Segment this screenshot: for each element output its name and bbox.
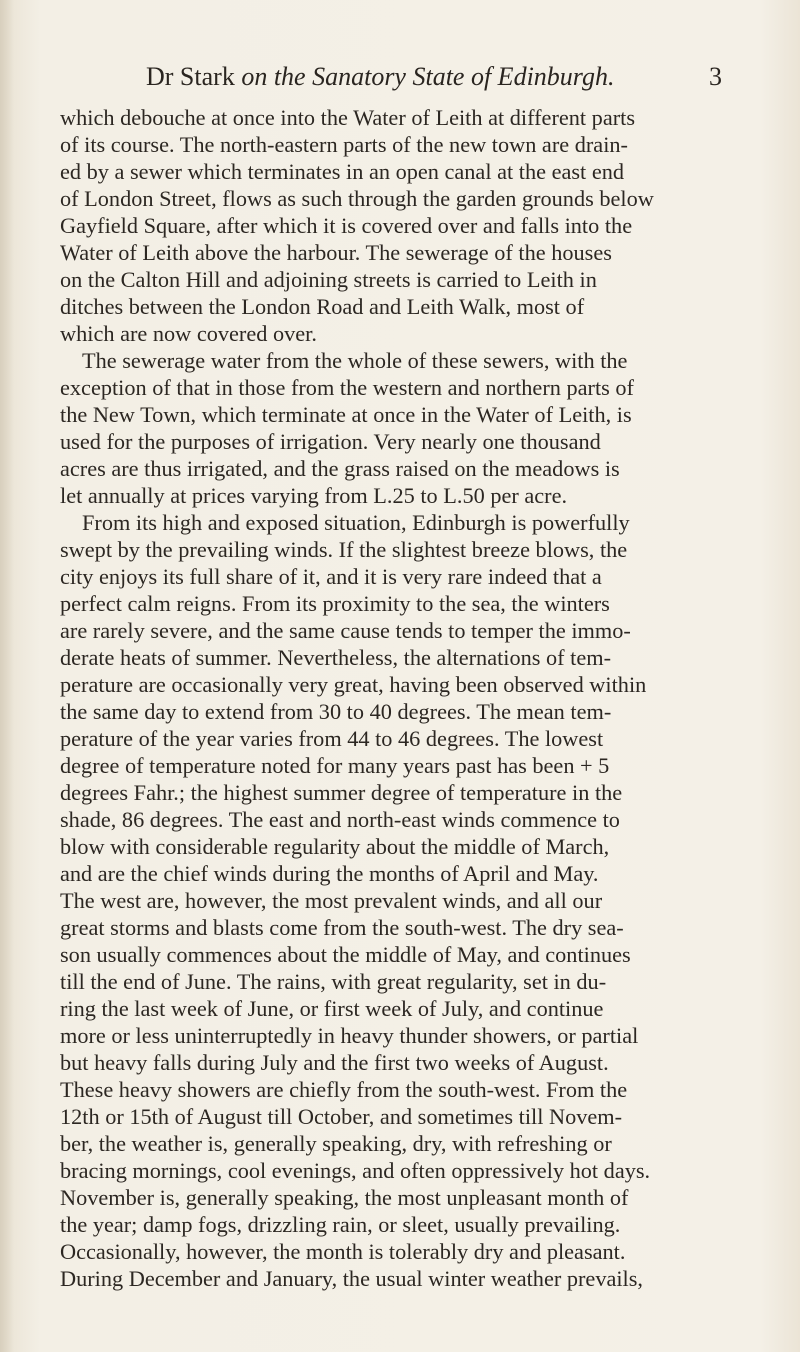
page-edge-shadow xyxy=(0,0,14,1352)
text-line: exception of that in those from the western and northern parts of xyxy=(60,375,634,400)
text-line: acres are thus irrigated, and the grass raised on the meadows is xyxy=(60,456,620,481)
text-line: of its course. The north-eastern parts of the new town are drain- xyxy=(60,132,628,157)
text-line: bracing mornings, cool evenings, and often oppressively hot days. xyxy=(60,1158,651,1183)
text-line: but heavy falls during July and the first two weeks of August. xyxy=(60,1050,609,1075)
text-line: blow with considerable regularity about the middle of March, xyxy=(60,834,610,859)
page-header xyxy=(82,60,722,100)
text-line: the same day to extend from 30 to 40 degrees. The mean tem- xyxy=(60,699,612,724)
running-head-author: Dr Stark xyxy=(146,62,235,91)
running-head-title: on the Sanatory State of Edinburgh. xyxy=(241,62,615,91)
text-line: which debouche at once into the Water of Leith at different parts xyxy=(60,105,636,130)
text-line: From its high and exposed situation, Edinburgh is powerfully xyxy=(82,510,630,535)
text-line: derate heats of summer. Nevertheless, the alternations of tem- xyxy=(60,645,612,670)
text-line: The west are, however, the most prevalent winds, and all our xyxy=(60,888,603,913)
text-line: till the end of June. The rains, with great regularity, set in du- xyxy=(60,969,607,994)
text-line: ditches between the London Road and Leith Walk, most of xyxy=(60,294,585,319)
text-line: degrees Fahr.; the highest summer degree of temperature in the xyxy=(60,780,623,805)
text-line: great storms and blasts come from the south-west. The dry sea- xyxy=(60,915,624,940)
text-line: During December and January, the usual winter weather prevails, xyxy=(60,1266,644,1291)
text-line: which are now covered over. xyxy=(60,321,317,346)
text-line: ed by a sewer which terminates in an open canal at the east end xyxy=(60,159,625,184)
text-line: of London Street, flows as such through the garden grounds below xyxy=(60,186,654,211)
text-line: degree of temperature noted for many years past has been + 5 xyxy=(60,753,610,778)
text-line: swept by the prevailing winds. If the slightest breeze blows, the xyxy=(60,537,628,562)
text-line: more or less uninterruptedly in heavy thunder showers, or partial xyxy=(60,1023,639,1048)
text-line: shade, 86 degrees. The east and north-east winds commence to xyxy=(60,807,620,832)
text-line: perfect calm reigns. From its proximity to the sea, the winters xyxy=(60,591,610,616)
text-line: on the Calton Hill and adjoining streets is carried to Leith in xyxy=(60,267,597,292)
text-line: Occasionally, however, the month is tolerably dry and pleasant. xyxy=(60,1239,626,1264)
text-line: 12th or 15th of August till October, and sometimes till Novem- xyxy=(60,1104,623,1129)
running-head xyxy=(146,62,614,92)
text-line: Gayfield Square, after which it is covered over and falls into the xyxy=(60,213,633,238)
text-line: ring the last week of June, or first week of July, and continue xyxy=(60,996,604,1021)
body-text xyxy=(60,104,720,1292)
page-number: 3 xyxy=(709,62,722,91)
text-line: perature are occasionally very great, having been observed within xyxy=(60,672,647,697)
text-line: let annually at prices varying from L.25 to L.50 per acre. xyxy=(60,483,568,508)
text-line: are rarely severe, and the same cause tends to temper the immo- xyxy=(60,618,631,643)
text-line: November is, generally speaking, the most unpleasant month of xyxy=(60,1185,629,1210)
text-line: city enjoys its full share of it, and it is very rare indeed that a xyxy=(60,564,602,589)
text-line: These heavy showers are chiefly from the south-west. From the xyxy=(60,1077,628,1102)
text-line: ber, the weather is, generally speaking, dry, with refreshing or xyxy=(60,1131,612,1156)
text-line: perature of the year varies from 44 to 46 degrees. The lowest xyxy=(60,726,604,751)
text-line: Water of Leith above the harbour. The sewerage of the houses xyxy=(60,240,612,265)
text-line: the New Town, which terminate at once in the Water of Leith, is xyxy=(60,402,632,427)
text-line: the year; damp fogs, drizzling rain, or sleet, usually prevailing. xyxy=(60,1212,621,1237)
text-line: used for the purposes of irrigation. Very nearly one thousand xyxy=(60,429,601,454)
text-line: son usually commences about the middle of May, and continues xyxy=(60,942,631,967)
text-line: and are the chief winds during the months of April and May. xyxy=(60,861,599,886)
text-line: The sewerage water from the whole of these sewers, with the xyxy=(82,348,628,373)
